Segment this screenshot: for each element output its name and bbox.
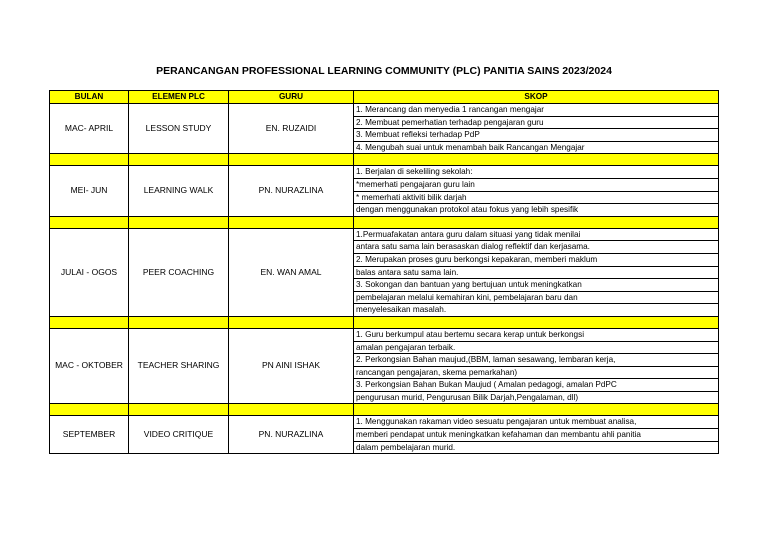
bulan-cell: SEPTEMBER (50, 416, 129, 454)
bulan-cell: JULAI - OGOS (50, 228, 129, 316)
elemen-cell: PEER COACHING (129, 228, 229, 316)
skop-line: balas antara satu sama lain. (354, 267, 718, 280)
separator-cell (129, 216, 229, 228)
guru-cell: EN. RUZAIDI (229, 104, 354, 154)
header-skop: SKOP (354, 91, 719, 104)
separator-row (50, 216, 719, 228)
plc-table-body (50, 91, 719, 454)
guru-cell: PN AINI ISHAK (229, 328, 354, 404)
skop-line: dalam pembelajaran murid. (356, 442, 456, 452)
separator-cell (229, 404, 354, 416)
bulan-cell: MEI- JUN (50, 166, 129, 216)
header-guru: GURU (229, 91, 354, 104)
header-elemen: ELEMEN PLC (129, 91, 229, 104)
separator-cell (354, 404, 719, 416)
guru-cell: PN. NURAZLINA (229, 416, 354, 454)
skop-cell (354, 104, 719, 154)
guru-cell: PN. NURAZLINA (229, 166, 354, 216)
skop-cell (354, 166, 719, 216)
separator-row (50, 404, 719, 416)
separator-cell (129, 154, 229, 166)
skop-line: * memerhati aktiviti bilik darjah (354, 192, 718, 205)
header-row (50, 91, 719, 104)
separator-cell (50, 216, 129, 228)
skop-cell (354, 416, 719, 454)
document-title: PERANCANGAN PROFESSIONAL LEARNING COMMUNITY (PLC) PANITIA SAINS 2023/2024 (156, 65, 612, 77)
table-row (50, 104, 719, 154)
separator-cell (354, 216, 719, 228)
skop-line: antara satu sama lain berasaskan dialog reflektif dan kerjasama. (354, 241, 718, 254)
separator-cell (129, 316, 229, 328)
skop-line: 1. Merancang dan menyedia 1 rancangan mengajar (354, 104, 718, 117)
skop-line: 3. Sokongan dan bantuan yang bertujuan untuk meningkatkan (354, 279, 718, 292)
skop-cell (354, 328, 719, 404)
skop-line: 3. Membuat refleksi terhadap PdP (354, 129, 718, 142)
skop-line: 1. Guru berkumpul atau bertemu secara kerap untuk berkongsi (354, 329, 718, 342)
table-row (50, 166, 719, 216)
skop-line: 2. Merupakan proses guru berkongsi kepakaran, memberi maklum (354, 254, 718, 267)
separator-row (50, 154, 719, 166)
skop-line: 3. Perkongsian Bahan Bukan Maujud ( Amalan pedagogi, amalan PdPC (354, 379, 718, 392)
elemen-cell: LEARNING WALK (129, 166, 229, 216)
skop-line: menyelesaikan masalah. (356, 305, 447, 315)
skop-line: 2. Perkongsian Bahan maujud,(BBM, laman sesawang, lembaran kerja, (354, 354, 718, 367)
skop-line: 1.Permuafakatan antara guru dalam situasi yang tidak menilai (354, 229, 718, 242)
skop-line: pengurusan murid, Pengurusan Bilik Darjah,Pengalaman, dll) (356, 392, 579, 402)
separator-cell (50, 404, 129, 416)
header-bulan: BULAN (50, 91, 129, 104)
separator-row (50, 316, 719, 328)
separator-cell (354, 316, 719, 328)
separator-cell (129, 404, 229, 416)
skop-line: rancangan pengajaran, skema pemarkahan) (354, 367, 718, 380)
table-row (50, 328, 719, 404)
separator-cell (50, 154, 129, 166)
skop-line: 2. Membuat pemerhatian terhadap pengajaran guru (354, 117, 718, 130)
elemen-cell: TEACHER SHARING (129, 328, 229, 404)
separator-cell (229, 316, 354, 328)
skop-line: *memerhati pengajaran guru lain (354, 179, 718, 192)
separator-cell (229, 154, 354, 166)
skop-line: 1. Menggunakan rakaman video sesuatu pengajaran untuk membuat analisa, (354, 416, 718, 429)
skop-line: 4. Mengubah suai untuk menambah baik Rancangan Mengajar (356, 142, 585, 152)
table-row (50, 416, 719, 454)
bulan-cell: MAC- APRIL (50, 104, 129, 154)
skop-line: dengan menggunakan protokol atau fokus yang lebih spesifik (356, 205, 579, 215)
bulan-cell: MAC - OKTOBER (50, 328, 129, 404)
skop-line: pembelajaran melalui kemahiran kini, pembelajaran baru dan (354, 292, 718, 305)
skop-cell (354, 228, 719, 316)
separator-cell (229, 216, 354, 228)
skop-line: amalan pengajaran terbaik. (354, 342, 718, 355)
separator-cell (50, 316, 129, 328)
elemen-cell: LESSON STUDY (129, 104, 229, 154)
skop-line: 1. Berjalan di sekeliling sekolah: (354, 166, 718, 179)
separator-cell (354, 154, 719, 166)
elemen-cell: VIDEO CRITIQUE (129, 416, 229, 454)
table-row (50, 228, 719, 316)
skop-line: memberi pendapat untuk meningkatkan kefahaman dan membantu ahli panitia (354, 429, 718, 442)
plc-table (49, 90, 719, 454)
guru-cell: EN. WAN AMAL (229, 228, 354, 316)
